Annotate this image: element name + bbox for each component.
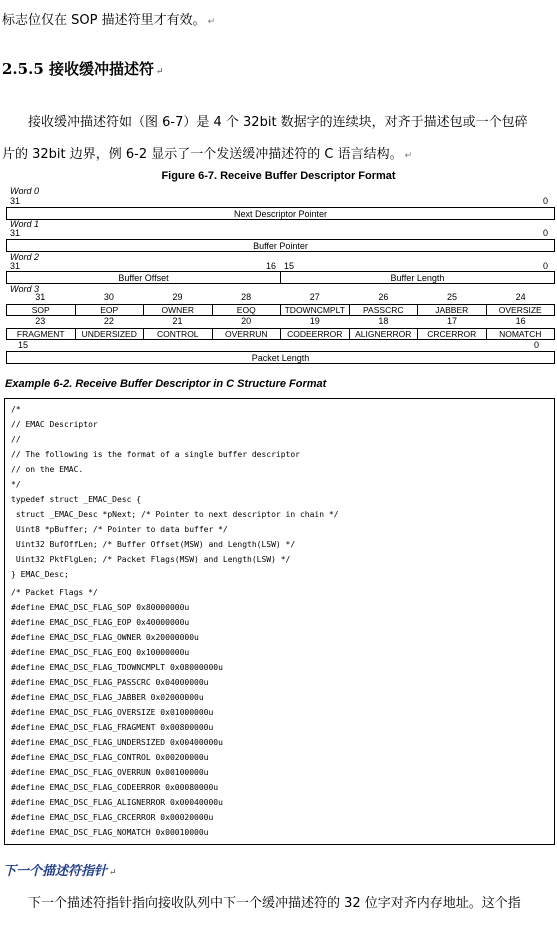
word0-bit-31: 31 (10, 196, 21, 206)
word0-label: Word 0 (10, 186, 40, 196)
bit-20: 20 (241, 316, 252, 326)
subheading-text: 下一个描述符指针 (3, 864, 108, 879)
intro-line-1-text: 接收缓冲描述符如（图 6-7）是 4 个 32bit 数据字的连续块，对齐于描述包或一个包碎 (28, 115, 528, 130)
code-line: /* (11, 405, 21, 414)
word3-label: Word 3 (10, 284, 40, 294)
code-line: #define EMAC_DSC_FLAG_PASSCRC 0x04000000u (11, 678, 209, 687)
flag-overrun: OVERRUN (212, 328, 282, 340)
word1-bit-31: 31 (10, 228, 21, 238)
bit-31: 31 (35, 292, 46, 302)
top-paragraph (2, 9, 215, 28)
example-title: Example 6-2. Receive Buffer Descriptor in C Structure Format (5, 378, 327, 390)
word0-bit-0: 0 (543, 196, 549, 206)
code-line: #define EMAC_DSC_FLAG_EOQ 0x10000000u (11, 648, 190, 657)
word2-bit-15: 15 (284, 261, 295, 271)
bit-22: 22 (103, 316, 114, 326)
code-line: #define EMAC_DSC_FLAG_OVERRUN 0x00100000u (11, 768, 209, 777)
bit-29: 29 (172, 292, 183, 302)
flag-alignerror: ALIGNERROR (349, 328, 419, 340)
flag-codeerror: CODEERROR (280, 328, 350, 340)
code-line: // (11, 435, 21, 444)
flag-nomatch: NOMATCH (486, 328, 556, 340)
buffer-pointer-label: Buffer Pointer (253, 240, 308, 251)
code-line: #define EMAC_DSC_FLAG_FRAGMENT 0x00800000u (11, 723, 214, 732)
bit-21: 21 (172, 316, 183, 326)
word3-row2-fields (6, 328, 555, 340)
code-line: #define EMAC_DSC_FLAG_SOP 0x80000000u (11, 603, 190, 612)
bit-26: 26 (378, 292, 389, 302)
buffer-offset-field (6, 271, 281, 284)
code-line: #define EMAC_DSC_FLAG_CODEERROR 0x00080000u (11, 783, 219, 792)
word3-bit-0: 0 (534, 340, 540, 350)
flag-jabber: JABBER (417, 304, 487, 316)
top-paragraph-text: 标志位仅在 SOP 描述符里才有效。 (2, 13, 206, 28)
code-line: // on the EMAC. (11, 465, 84, 474)
bit-19: 19 (309, 316, 320, 326)
code-line: } EMAC_Desc; (11, 570, 69, 579)
flag-eop: EOP (75, 304, 145, 316)
word2-bit-0: 0 (543, 261, 549, 271)
code-line: Uint32 BufOffLen; /* Buffer Offset(MSW) and Length(LSW) */ (11, 540, 296, 549)
code-line: Uint32 PktFlgLen; /* Packet Flags(MSW) and Length(LSW) */ (11, 555, 291, 564)
code-line: */ (11, 480, 21, 489)
bit-18: 18 (378, 316, 389, 326)
buffer-length-field (280, 271, 555, 284)
bit-27: 27 (309, 292, 320, 302)
intro-line-1 (28, 111, 528, 130)
buffer-length-label: Buffer Length (390, 272, 445, 283)
flag-sop: SOP (6, 304, 76, 316)
word3-row1-fields (6, 304, 555, 316)
code-line: #define EMAC_DSC_FLAG_EOP 0x40000000u (11, 618, 190, 627)
flag-fragment: FRAGMENT (6, 328, 76, 340)
packet-length-label: Packet Length (251, 352, 310, 363)
code-line: #define EMAC_DSC_FLAG_CRCERROR 0x00020000u (11, 813, 214, 822)
bottom-paragraph: 下一个描述符指针指向接收队列中下一个缓冲描述符的 32 位字对齐内存地址。这个指 (28, 896, 521, 911)
buffer-pointer-field (6, 239, 555, 252)
section-number: 2.5.5 (2, 60, 44, 78)
word2-bit-16: 16 (266, 261, 277, 271)
bit-16: 16 (515, 316, 526, 326)
paragraph-mark: ↵ (207, 17, 216, 27)
code-line: #define EMAC_DSC_FLAG_JABBER 0x02000000u (11, 693, 204, 702)
code-listing (4, 398, 555, 845)
buffer-offset-label: Buffer Offset (118, 272, 169, 283)
flag-owner: OWNER (143, 304, 213, 316)
code-line: Uint8 *pBuffer; /* Pointer to data buffer */ (11, 525, 228, 534)
bit-24: 24 (515, 292, 526, 302)
flag-control: CONTROL (143, 328, 213, 340)
intro-line-2-text: 片的 32bit 边界，例 6-2 显示了一个发送缓冲描述符的 C 语言结构。 (2, 147, 403, 162)
code-line: #define EMAC_DSC_FLAG_NOMATCH 0x00010000u (11, 828, 209, 837)
flag-tdowncmplt: TDOWNCMPLT (280, 304, 350, 316)
bit-28: 28 (241, 292, 252, 302)
next-descriptor-pointer-subheading (3, 860, 117, 879)
word2-bit-31: 31 (10, 261, 21, 271)
paragraph-mark: ↵ (109, 868, 117, 878)
intro-line-2 (2, 143, 412, 162)
code-line: typedef struct _EMAC_Desc { (11, 495, 142, 504)
code-line: // The following is the format of a single buffer descriptor (11, 450, 300, 459)
bit-23: 23 (35, 316, 46, 326)
section-heading (2, 58, 164, 79)
code-line: // EMAC Descriptor (11, 420, 98, 429)
code-line: #define EMAC_DSC_FLAG_ALIGNERROR 0x00040000u (11, 798, 223, 807)
next-descriptor-pointer-field (6, 207, 555, 220)
flag-crcerror: CRCERROR (417, 328, 487, 340)
code-line: #define EMAC_DSC_FLAG_CONTROL 0x00200000u (11, 753, 209, 762)
code-line: #define EMAC_DSC_FLAG_UNDERSIZED 0x00400000u (11, 738, 223, 747)
word1-bit-0: 0 (543, 228, 549, 238)
flag-oversize: OVERSIZE (486, 304, 556, 316)
paragraph-mark: ↵ (404, 151, 413, 161)
word3-row1-bits (6, 292, 555, 303)
packet-length-field (6, 351, 555, 364)
paragraph-mark: ↵ (156, 67, 164, 77)
flag-undersized: UNDERSIZED (75, 328, 145, 340)
word3-row2-bits (6, 316, 555, 327)
code-line: #define EMAC_DSC_FLAG_OVERSIZE 0x01000000u (11, 708, 214, 717)
bit-25: 25 (447, 292, 458, 302)
word2-label: Word 2 (10, 252, 40, 262)
word1-label: Word 1 (10, 219, 40, 229)
code-line: struct _EMAC_Desc *pNext; /* Pointer to next descriptor in chain */ (11, 510, 339, 519)
flag-eoq: EOQ (212, 304, 282, 316)
bit-30: 30 (103, 292, 114, 302)
code-line: #define EMAC_DSC_FLAG_TDOWNCMPLT 0x08000000u (11, 663, 223, 672)
word3-bit-15: 15 (18, 340, 29, 350)
code-line: #define EMAC_DSC_FLAG_OWNER 0x20000000u (11, 633, 199, 642)
code-line: /* Packet Flags */ (11, 588, 98, 597)
word2-fields (6, 271, 555, 284)
next-descriptor-pointer-label: Next Descriptor Pointer (233, 208, 328, 219)
bit-17: 17 (447, 316, 458, 326)
flag-passcrc: PASSCRC (349, 304, 419, 316)
section-title: 接收缓冲描述符 (49, 60, 155, 78)
figure-title: Figure 6-7. Receive Buffer Descriptor Format (161, 170, 396, 182)
